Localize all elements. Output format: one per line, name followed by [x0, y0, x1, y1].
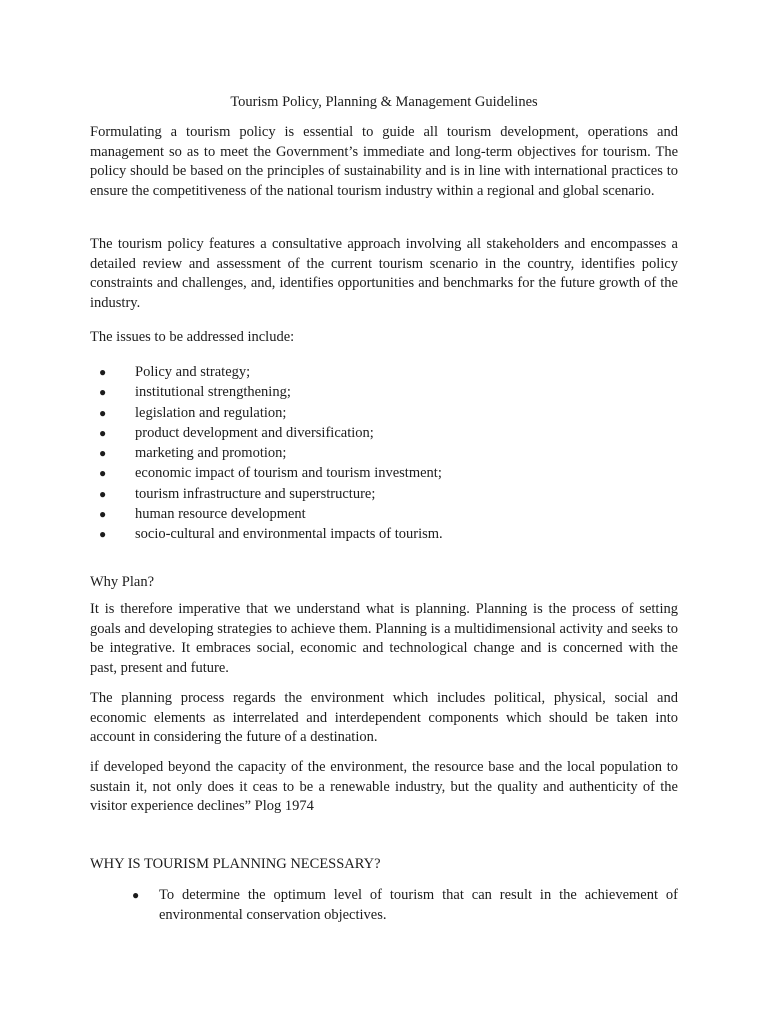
why-plan-heading: Why Plan?: [90, 574, 155, 590]
list-item-text: To determine the optimum level of tourism that can result in the achievement of environmental conservation objectives.: [159, 887, 678, 923]
policy-paragraph: The tourism policy features a consultative approach involving all stakeholders and encompasses a detailed review and assessment of the current tourism scenario in the country, identifies policy constraints and challenges, and, identifies opportunities and benchmarks for the future growth of the industry.: [90, 236, 678, 311]
list-item-text: product development and diversification;: [135, 424, 374, 441]
list-item: [132, 885, 678, 925]
bullet-icon: ●: [99, 527, 107, 542]
list-item: [90, 443, 443, 463]
planning-process-paragraph: The planning process regards the environment which includes political, physical, social and economic elements as interrelated and interdependent components which should be taken into account in considering the future of a destination.: [90, 690, 678, 745]
list-item: [90, 403, 443, 423]
list-item-text: socio-cultural and environmental impacts of tourism.: [135, 526, 443, 543]
necessary-list: [132, 885, 678, 925]
list-item-text: legislation and regulation;: [135, 404, 287, 421]
list-item-text: economic impact of tourism and tourism investment;: [135, 465, 442, 482]
list-item: [90, 484, 443, 504]
bullet-icon: ●: [99, 385, 107, 400]
list-item: [90, 524, 443, 544]
bullet-icon: ●: [132, 888, 140, 902]
planning-definition-paragraph: It is therefore imperative that we understand what is planning. Planning is the process of setting goals and developing strategies to achieve them. Planning is a multidimensional activity and seeks to be integrative. It embraces social, economic and technological change and is concerned with the past, present and future.: [90, 601, 678, 676]
plog-quote-paragraph: if developed beyond the capacity of the environment, the resource base and the local population to sustain it, not only does it ceas to be a renewable industry, but the quality and authenticity of the visitor experience declines” Plog 1974: [90, 759, 678, 814]
issues-list: [90, 362, 443, 545]
list-item-text: human resource development: [135, 506, 306, 523]
bullet-icon: ●: [99, 446, 107, 461]
document-title: Tourism Policy, Planning & Management Guidelines: [230, 94, 538, 110]
bullet-icon: ●: [99, 507, 107, 522]
list-item: [90, 504, 443, 524]
list-item: [90, 382, 443, 402]
intro-paragraph: Formulating a tourism policy is essential to guide all tourism development, operations and management so as to meet the Government’s immediate and long-term objectives for tourism. The policy should be based on the principles of sustainability and is in line with international practices to ensure the competitiveness of the national tourism industry within a regional and global scenario.: [90, 124, 678, 199]
list-item: [90, 362, 443, 382]
list-item: [90, 463, 443, 483]
list-item-text: tourism infrastructure and superstructure;: [135, 485, 376, 502]
list-item-text: marketing and promotion;: [135, 445, 287, 462]
list-item: [90, 423, 443, 443]
list-item-text: institutional strengthening;: [135, 384, 291, 401]
bullet-icon: ●: [99, 365, 107, 379]
necessary-heading: WHY IS TOURISM PLANNING NECESSARY?: [90, 856, 381, 872]
bullet-icon: ●: [99, 486, 107, 501]
bullet-icon: ●: [99, 466, 107, 481]
bullet-icon: ●: [99, 425, 107, 440]
issues-intro: The issues to be addressed include:: [90, 329, 295, 345]
bullet-icon: ●: [99, 405, 107, 420]
list-item-text: Policy and strategy;: [135, 364, 251, 380]
